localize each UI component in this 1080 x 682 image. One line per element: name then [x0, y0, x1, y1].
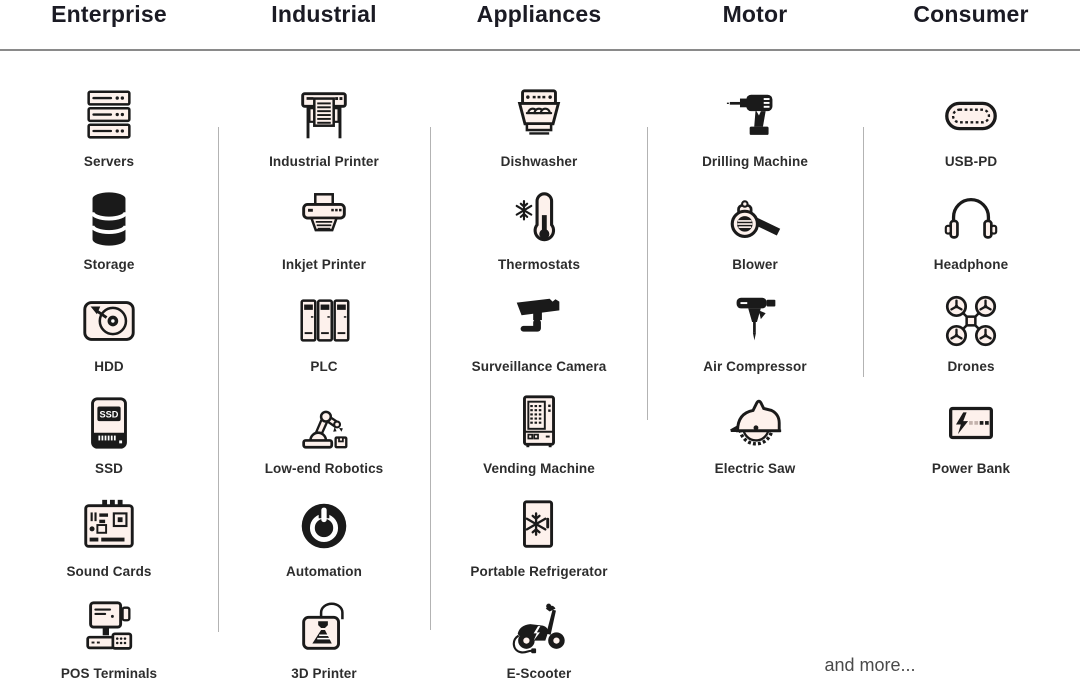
item-label: Headphone [933, 257, 1009, 272]
power-bank-icon [939, 391, 1003, 455]
item-label: Drones [947, 359, 995, 374]
storage-icon [77, 187, 141, 251]
air-compressor-icon [723, 289, 787, 353]
item-label: Automation [286, 564, 362, 579]
e-scooter-icon [507, 596, 571, 660]
item-cell-air-compressor [655, 289, 855, 374]
svg-text:SSD: SSD [99, 409, 119, 420]
item-label: PLC [310, 359, 338, 374]
portable-refrigerator-icon [507, 494, 571, 558]
item-cell-plc [224, 289, 424, 374]
category-header-enterprise: Enterprise [51, 1, 167, 27]
item-label: Surveillance Camera [471, 359, 607, 374]
item-cell-low-end-robotics [224, 391, 424, 476]
item-label: Industrial Printer [269, 154, 379, 169]
item-cell-ssd [9, 391, 209, 476]
robot-arm-icon [292, 391, 356, 455]
surveillance-camera-icon [507, 289, 571, 353]
item-label: Blower [732, 257, 778, 272]
industrial-printer-icon [292, 84, 356, 148]
item-label: 3D Printer [291, 666, 357, 681]
item-cell-sound-cards [9, 494, 209, 579]
item-label: Thermostats [497, 257, 581, 272]
pos-terminal-icon [77, 596, 141, 660]
header-rule [0, 49, 1080, 51]
drone-icon [939, 289, 1003, 353]
item-cell-electric-saw [655, 391, 855, 476]
thermostat-icon [507, 187, 571, 251]
item-cell-storage [9, 187, 209, 272]
item-cell-servers [9, 84, 209, 169]
item-label: SSD [94, 461, 124, 476]
item-label: Servers [83, 154, 135, 169]
blower-icon [723, 187, 787, 251]
category-header-consumer: Consumer [913, 1, 1029, 27]
footer-note: and more... [824, 655, 916, 675]
circular-saw-icon [723, 391, 787, 455]
inkjet-printer-icon [292, 187, 356, 251]
item-cell-usb-pd [871, 84, 1071, 169]
item-label: Inkjet Printer [282, 257, 366, 272]
item-label: Dishwasher [500, 154, 578, 169]
item-cell-automation [224, 494, 424, 579]
3d-printer-icon [292, 596, 356, 660]
item-label: Sound Cards [66, 564, 152, 579]
column-divider [647, 127, 649, 420]
item-label: Drilling Machine [702, 154, 808, 169]
item-label: POS Terminals [60, 666, 158, 681]
item-cell-drilling-machine [655, 84, 855, 169]
column-divider [863, 127, 865, 377]
item-cell-thermostats [439, 187, 639, 272]
column-divider [430, 127, 432, 630]
item-label: Power Bank [931, 461, 1011, 476]
item-label: HDD [94, 359, 124, 374]
item-cell-surveillance-camera [439, 289, 639, 374]
item-cell-vending-machine [439, 391, 639, 476]
plc-icon [292, 289, 356, 353]
ssd-icon [77, 391, 141, 455]
item-label: Portable Refrigerator [470, 564, 608, 579]
usb-pd-icon [939, 84, 1003, 148]
item-cell-drones [871, 289, 1071, 374]
item-label: Vending Machine [483, 461, 595, 476]
item-cell-blower [655, 187, 855, 272]
item-cell-inkjet-printer [224, 187, 424, 272]
category-header-motor: Motor [722, 1, 788, 27]
item-label: Air Compressor [703, 359, 807, 374]
category-header-industrial: Industrial [271, 1, 377, 27]
item-cell-industrial-printer [224, 84, 424, 169]
dishwasher-icon [507, 84, 571, 148]
item-label: E-Scooter [506, 666, 572, 681]
sound-card-icon [77, 494, 141, 558]
servers-icon [77, 84, 141, 148]
item-cell-3d-printer [224, 596, 424, 681]
item-label: Storage [83, 257, 135, 272]
item-cell-headphone [871, 187, 1071, 272]
drill-icon [723, 84, 787, 148]
item-cell-portable-refrigerator [439, 494, 639, 579]
item-label: Electric Saw [714, 461, 796, 476]
item-cell-hdd [9, 289, 209, 374]
vending-machine-icon [507, 391, 571, 455]
category-header-appliances: Appliances [476, 1, 602, 27]
item-cell-dishwasher [439, 84, 639, 169]
item-cell-pos-terminals [9, 596, 209, 681]
item-label: USB-PD [944, 154, 998, 169]
headphone-icon [939, 187, 1003, 251]
item-cell-e-scooter [439, 596, 639, 681]
item-cell-power-bank [871, 391, 1071, 476]
hdd-icon [77, 289, 141, 353]
power-button-icon [292, 494, 356, 558]
item-label: Low-end Robotics [264, 461, 384, 476]
column-divider [218, 127, 220, 632]
